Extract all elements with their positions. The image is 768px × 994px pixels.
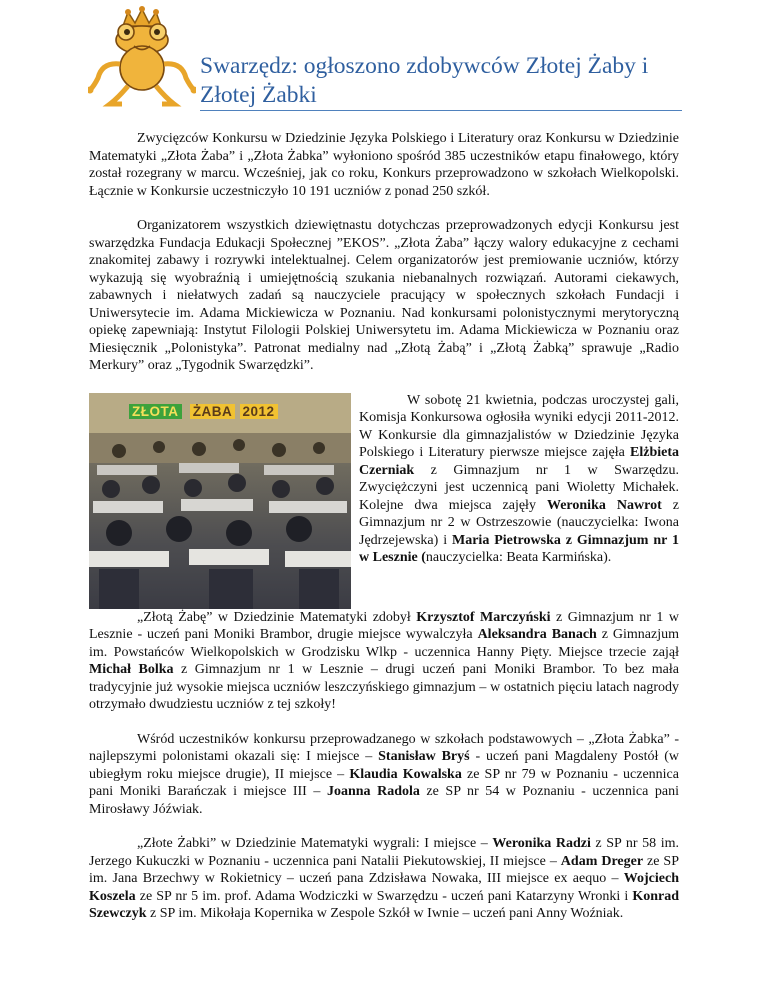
winner-name: Stanisław Bryś: [378, 749, 470, 764]
winner-name: Joanna Radola: [326, 784, 420, 799]
winner-name: Elżbieta Czerniak: [359, 445, 679, 478]
article-body: [89, 130, 679, 940]
winner-name: Konrad Szewczyk: [89, 888, 679, 921]
crown-icon: [123, 6, 161, 26]
winner-name: Michał Bolka: [89, 662, 174, 677]
winner-name: Krzysztof Marczyński: [416, 609, 551, 625]
winner-name: Maria Pietrowska z Gimnazjum nr 1 w Lesznie (: [359, 532, 679, 565]
frog-logo: [88, 6, 196, 112]
winner-name: Klaudia Kowalska: [349, 766, 462, 782]
paragraph-results-polish: ZŁOTA ŻABA 2012 W sobotę 21 kwietnia, podczas uroczystej gali, Komisja Konkursowa ogłosiła wyniki edycji 2011-2012. W Konkursie dla gimnazjalistów w Dziedzinie Języka Polskiego i Literatury pierwsze miejsce zajęła Elżbieta Czerniak z Gimnazjum nr 1 w Swarzędzu. Zwyciężczyni jest uczennicą pani Wioletty Michałek. Kolejne dwa miejsca zajęły Weronika Nawrot z Gimnazjum nr 2 w Ostrzeszowie (nauczycielka: Iwona Jędrzejewska) i Maria Pietrowska z Gimnazjum nr 1 w Lesznie (nauczycielka: Beata Karmińska).: [89, 392, 679, 567]
paragraph-results-primary-polish: Wśród uczestników konkursu przeprowadzanego w szkołach podstawowych – „Złota Żabka” - najlepszymi polonistami okazali się: I miejsce – Stanisław Bryś - uczeń pani Magdaleny Postół (w ubiegłym roku miejsce drugie), II miejsce – Klaudia Kowalska ze SP nr 79 w Poznaniu - uczennica pani Moniki Barańczak i miejsce III – Joanna Radola ze SP nr 54 w Poznaniu - uczennica pani Mirosławy Jóźwiak.: [89, 731, 679, 817]
classroom-photo-image: [89, 393, 351, 609]
contest-photo: [89, 393, 351, 609]
paragraph-organizer: Organizatorem wszystkich dziewiętnastu dotychczas przeprowadzonych edycji Konkursu jest swarzędzka Fundacja Edukacji Społecznej ”EKOS”. „Złota Żaba” łączy walory edukacyjne z cechami znakomitej zabawy i rozrywki intelektualnej. Celem organizatorów jest premiowanie uczniów, którzy wykazują się wyobraźnią i umiejętnością szukania niebanalnych rozwiązań. Autorami ciekawych, zabawnych i niełatwych zadań są nauczyciele pracujący w społecznych szkołach Fundacji i Uniwersytecie im. Adama Mickiewicza w Poznaniu. Nad konkursami polonistycznymi merytoryczną opiekę zapewniają: Instytut Filologii Polskiej Uniwersytetu im. Adama Mickiewicza w Poznaniu oraz Miesięcznik „Polonistyka”. Patronat medialny nad „Złotą Żabą” i „Złotą Żabką” sprawuje „Radio Merkury” oraz „Tygodnik Swarzędzki”.: [89, 218, 679, 373]
title-divider: [200, 110, 682, 111]
winner-name: Weronika Nawrot: [546, 497, 662, 513]
page-title: Swarzędz: ogłoszono zdobywców Złotej Żaby i Złotej Żabki: [200, 53, 649, 108]
winner-name: Aleksandra Banach: [477, 627, 597, 642]
paragraph-results-math: „Złotą Żabę” w Dziedzinie Matematyki zdobył Krzysztof Marczyński z Gimnazjum nr 1 w Lesznie - uczeń pani Moniki Brambor, drugie miejsce wywalczyła Aleksandra Banach z Gimnazjum im. Powstańców Wielkopolskich w Grodzisku Wlkp - uczennica Hanny Pięty. Miejsce trzecie zajął Michał Bolka z Gimnazjum nr 1 w Lesznie – drugi uczeń pani Moniki Brambor. To bez mała tradycyjnie już wysokie miejsca uczniów leszczyńskiego gimnazjum – w ostatnich pięciu latach nagrody otrzymało dwudziestu uczniów z tej szkoły!: [89, 609, 679, 712]
paragraph-results-primary-math: „Złote Żabki” w Dziedzinie Matematyki wygrali: I miejsce – Weronika Radzi z SP nr 58 im. Jerzego Kukuczki w Poznaniu - uczennica pani Natalii Piekutowskiej, II miejsce – Adam Dreger ze SP im. Jana Brzechwy w Rokietnicy – uczeń pana Zdzisława Nowaka, III miejsce ex aequo – Wojciech Koszela ze SP nr 5 im. prof. Adama Wodziczki w Swarzędzu - uczeń pani Katarzyny Wronki i Konrad Szewczyk z SP im. Mikołaja Kopernika w Zespole Szkół w Iwnie – uczeń pani Anny Woźniak.: [89, 836, 679, 921]
winner-name: Adam Dreger: [560, 853, 644, 869]
photo-banner: ZŁOTA ŻABA 2012: [129, 403, 278, 421]
winner-name: Wojciech Koszela: [89, 871, 679, 904]
winner-name: Weronika Radzi: [492, 836, 591, 851]
paragraph-intro: Zwycięzców Konkursu w Dziedzinie Języka Polskiego i Literatury oraz Konkursu w Dziedzinie Matematyki „Złota Żaba” i „Złota Żabka” wyłoniono spośród 385 uczestników etapu finałowego, który został rozegrany w marcu. Wcześniej, jak co roku, Konkurs przeprowadzono w szkołach Wielkopolski. Łącznie w Konkursie uczestniczyło 10 191 uczniów z ponad 250 szkół.: [89, 131, 679, 199]
frog-icon: [88, 24, 196, 104]
